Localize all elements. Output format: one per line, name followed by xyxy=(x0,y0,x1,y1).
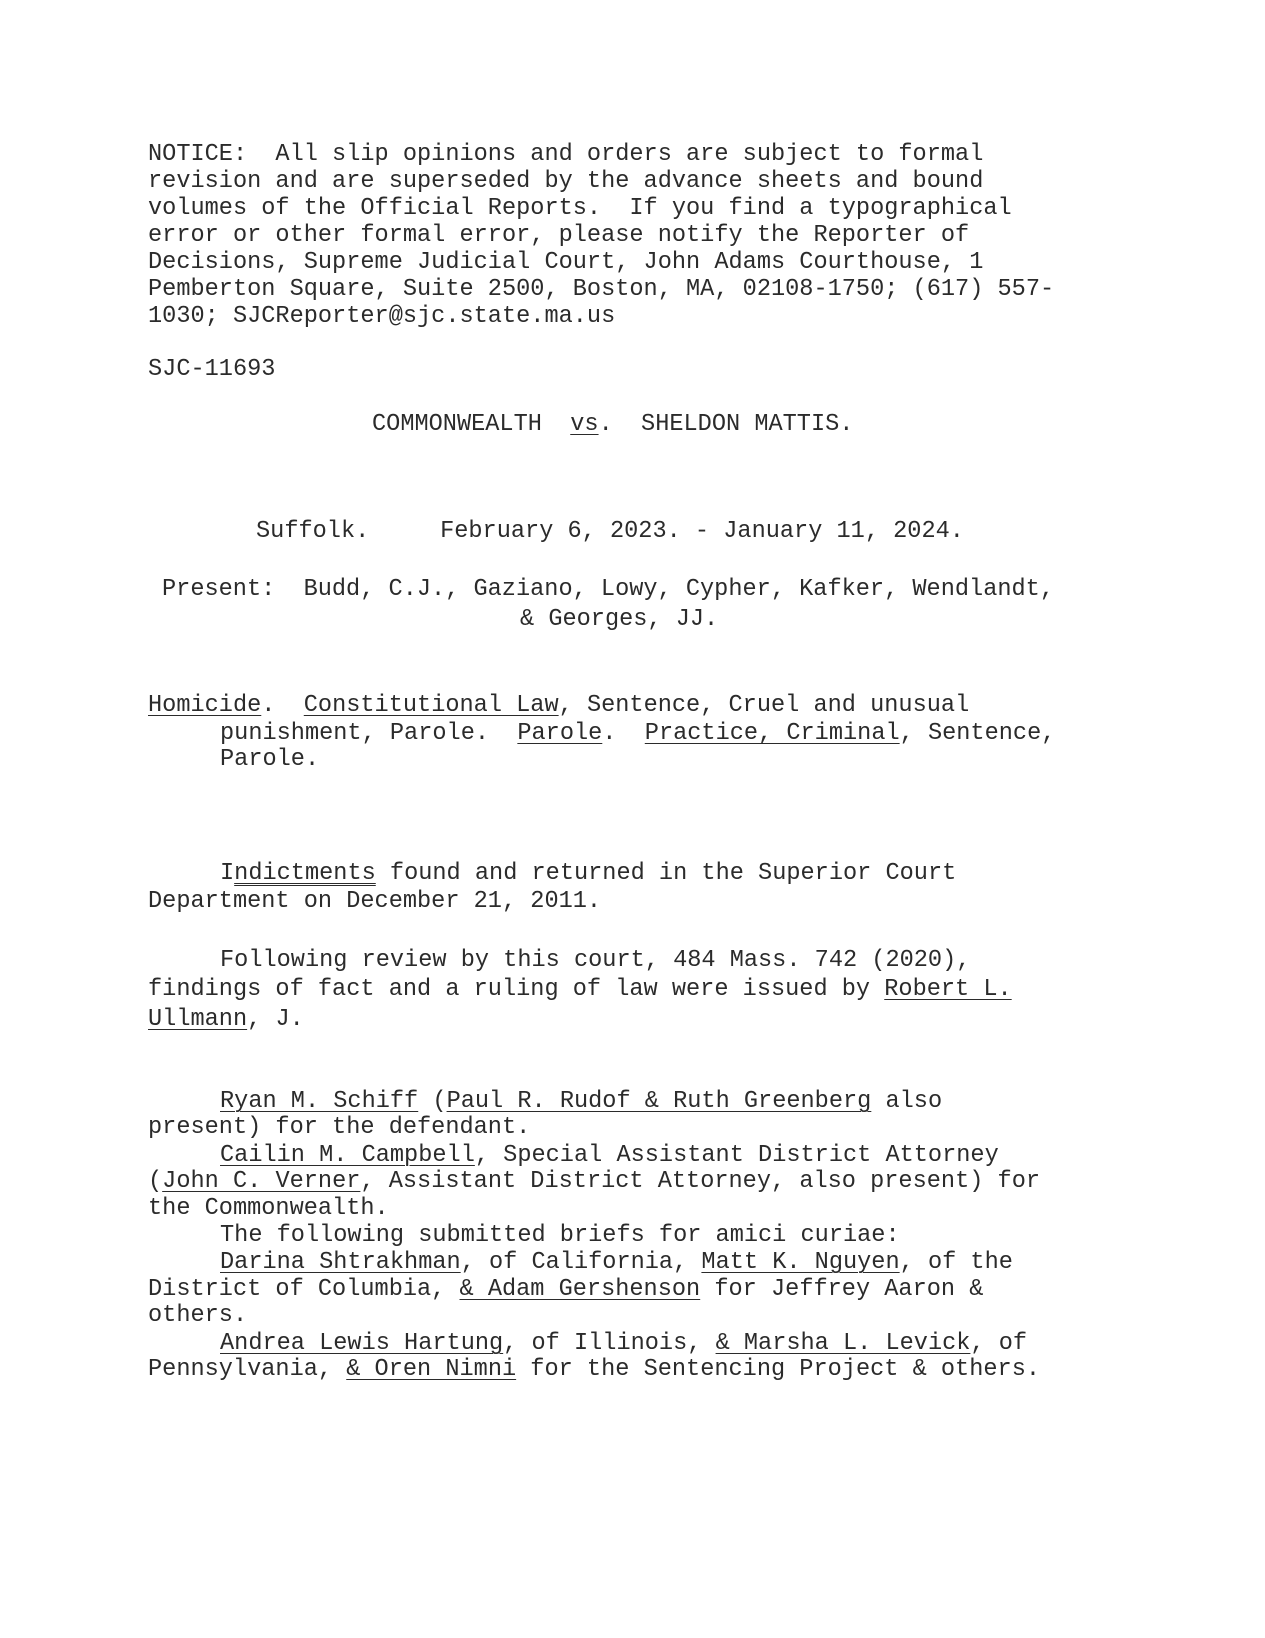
court-info xyxy=(256,518,964,546)
notice-line: Pemberton Square, Suite 2500, Boston, MA, 02108-1750; (617) 557- xyxy=(148,276,1055,303)
defense-co-counsel: Paul R. Rudof & Ruth Greenberg xyxy=(446,1088,872,1115)
amicus-attorney: Andrea Lewis Hartung xyxy=(220,1330,504,1357)
headnote-homicide: Homicide xyxy=(148,692,262,719)
procedural-line xyxy=(220,860,956,888)
procedural-line: Following review by this court, 484 Mass. 742 (2020), xyxy=(220,947,971,974)
counsel-line xyxy=(148,1168,1040,1196)
indictments-initial: I xyxy=(220,860,235,887)
counsel-line xyxy=(220,1088,942,1116)
present-justices: Present: Budd, C.J., Gaziano, Lowy, Cypher, Kafker, Wendlandt, xyxy=(162,576,1054,603)
counsel-text: ( xyxy=(148,1168,163,1195)
notice-line: Decisions, Supreme Judicial Court, John Adams Courthouse, 1 xyxy=(148,249,984,276)
procedural-text: findings of fact and a ruling of law were issued by xyxy=(148,976,885,1003)
defense-attorney: Ryan M. Schiff xyxy=(220,1088,419,1115)
indictments-term: ndictments xyxy=(234,860,376,887)
amicus-attorney: Darina Shtrakhman xyxy=(220,1249,461,1276)
plaintiff: COMMONWEALTH xyxy=(372,411,542,438)
case-caption: COMMONWEALTH vs. SHELDON MATTIS. xyxy=(372,411,854,438)
defendant: SHELDON MATTIS. xyxy=(641,411,854,438)
amici-line xyxy=(148,1276,983,1304)
amicus-attorney: & Oren Nimni xyxy=(346,1356,517,1383)
counsel-text: , of Illinois, xyxy=(503,1330,716,1357)
amicus-attorney: Matt K. Nguyen xyxy=(701,1249,900,1276)
counsel-text: also xyxy=(871,1088,943,1115)
counsel-text: District of Columbia, xyxy=(148,1276,460,1303)
headnote-separator: . xyxy=(602,720,645,747)
amici-intro: The following submitted briefs for amici curiae: xyxy=(220,1222,900,1249)
amici-line xyxy=(220,1249,1013,1277)
amicus-attorney: & Marsha L. Levick xyxy=(715,1330,971,1357)
commonwealth-attorney: Cailin M. Campbell xyxy=(220,1142,475,1169)
notice-line: error or other formal error, please notify the Reporter of xyxy=(148,222,970,249)
notice-line: volumes of the Official Reports. If you find a typographical xyxy=(148,195,1012,222)
counsel-line: the Commonwealth. xyxy=(148,1195,389,1222)
headnote-line: Parole. xyxy=(220,746,320,773)
docket-number: SJC-11693 xyxy=(148,356,276,383)
judge-suffix: , J. xyxy=(247,1006,304,1033)
counsel-text: ( xyxy=(418,1088,447,1115)
argument-decision-dates: February 6, 2023. - January 11, 2024. xyxy=(440,518,964,545)
versus: vs xyxy=(570,411,599,438)
counsel-text: , of the xyxy=(899,1249,1013,1276)
headnote-text: , Sentence, Cruel and unusual xyxy=(558,692,970,719)
headnote-practice-criminal: Practice, Criminal xyxy=(644,720,900,747)
counsel-text: , of xyxy=(970,1330,1028,1357)
notice-line: 1030; SJCReporter@sjc.state.ma.us xyxy=(148,303,616,330)
notice-line: revision and are superseded by the advance sheets and bound xyxy=(148,168,984,195)
counsel-line xyxy=(220,1142,999,1170)
amicus-attorney: & Adam Gershenson xyxy=(459,1276,701,1303)
headnote-line: Homicide. Constitutional Law, Sentence, Cruel and unusual xyxy=(148,692,970,719)
counsel-text: , Special Assistant District Attorney xyxy=(474,1142,999,1169)
headnote-constitutional-law: Constitutional Law xyxy=(303,692,559,719)
judge-name: Ullmann xyxy=(148,1006,248,1033)
headnote-text: punishment, Parole. xyxy=(220,720,518,747)
counsel-text: Pennsylvania, xyxy=(148,1356,347,1383)
counsel-text: for Jeffrey Aaron & xyxy=(700,1276,984,1303)
present-justices-cont: & Georges, JJ. xyxy=(520,606,719,633)
procedural-line xyxy=(148,976,1012,1004)
procedural-text: found and returned in the Superior Court xyxy=(375,860,957,887)
procedural-line: Department on December 21, 2011. xyxy=(148,888,602,915)
counsel-line: present) for the defendant. xyxy=(148,1114,531,1141)
procedural-line xyxy=(148,1006,304,1034)
judge-name: Robert L. xyxy=(884,976,1012,1003)
county: Suffolk. xyxy=(256,518,370,545)
notice-line: NOTICE: All slip opinions and orders are subject to formal xyxy=(148,141,984,168)
headnote-line xyxy=(220,720,1055,748)
amici-line xyxy=(148,1356,1040,1384)
headnote-parole: Parole xyxy=(517,720,603,747)
amici-line xyxy=(220,1330,1027,1358)
commonwealth-co-counsel: John C. Verner xyxy=(162,1168,361,1195)
headnote-text: , Sentence, xyxy=(899,720,1056,747)
counsel-text: , Assistant District Attorney, also present) for xyxy=(360,1168,1041,1195)
counsel-text: for the Sentencing Project & others. xyxy=(516,1356,1041,1383)
counsel-text: , of California, xyxy=(460,1249,702,1276)
amici-line: others. xyxy=(148,1302,248,1329)
